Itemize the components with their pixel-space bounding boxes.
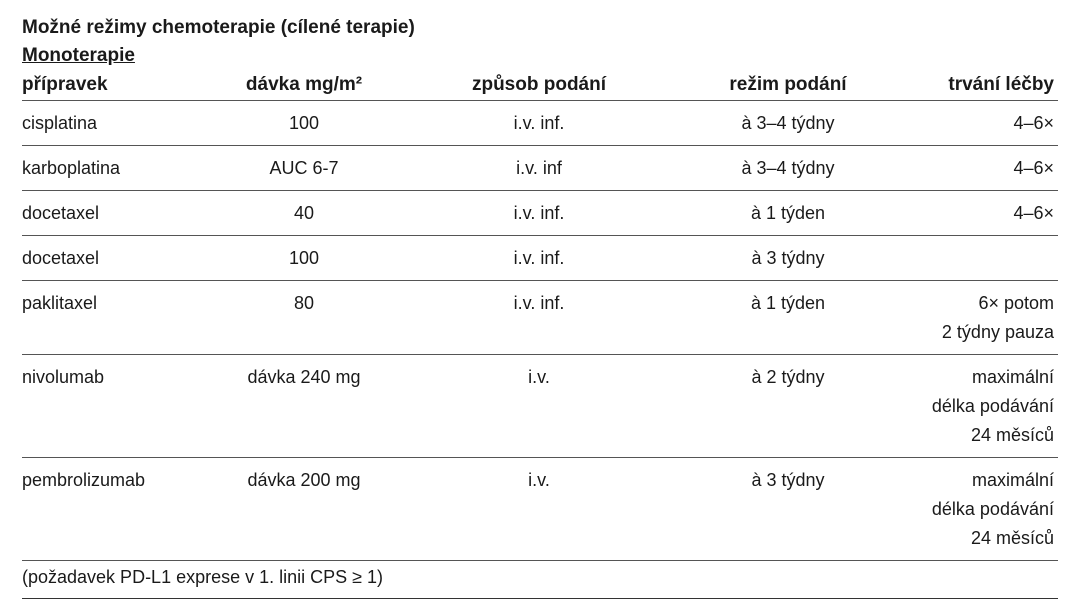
cell-dose: dávka 200 mg [198, 458, 410, 561]
duration-line: 24 měsíců [970, 425, 1054, 445]
duration-line: maximální [971, 367, 1054, 387]
header-drug: přípravek [22, 70, 198, 101]
duration-line: délka podávání [931, 499, 1054, 519]
duration-line: délka podávání [931, 396, 1054, 416]
section-subtitle: Monoterapie [22, 45, 135, 66]
cell-dose: 40 [198, 191, 410, 236]
cell-duration [908, 101, 1058, 146]
duration-line: maximální [971, 470, 1054, 490]
cell-drug: paklitaxel [22, 281, 198, 355]
duration-line: 2 týdny pauza [941, 322, 1054, 342]
cell-duration [908, 458, 1058, 561]
footnote-row [22, 561, 1058, 599]
cell-drug: cisplatina [22, 101, 198, 146]
cell-route: i.v. [410, 355, 668, 458]
table-row [22, 458, 1058, 561]
duration-line: 24 měsíců [970, 528, 1054, 548]
cell-dose: 100 [198, 236, 410, 281]
cell-dose: dávka 240 mg [198, 355, 410, 458]
cell-drug: pembrolizumab [22, 458, 198, 561]
header-schedule: režim podání [668, 70, 908, 101]
header-duration: trvání léčby [908, 70, 1058, 101]
cell-schedule: à 1 týden [668, 191, 908, 236]
table-row [22, 191, 1058, 236]
table-header-row [22, 70, 1058, 101]
cell-drug: karboplatina [22, 146, 198, 191]
footnote: (požadavek PD-L1 exprese v 1. linii CPS ≥ 1) [22, 561, 1058, 599]
cell-drug: docetaxel [22, 191, 198, 236]
cell-route: i.v. [410, 458, 668, 561]
document-title: Možné režimy chemoterapie (cílené terapie) [22, 17, 415, 38]
duration-line: 6× potom [978, 293, 1054, 313]
table-row [22, 236, 1058, 281]
header-route: způsob podání [410, 70, 668, 101]
table-row [22, 281, 1058, 355]
cell-schedule: à 2 týdny [668, 355, 908, 458]
cell-route: i.v. inf. [410, 281, 668, 355]
duration-line: 4–6× [1013, 113, 1054, 133]
cell-route: i.v. inf. [410, 101, 668, 146]
header-dose: dávka mg/m² [198, 70, 410, 101]
cell-duration [908, 191, 1058, 236]
cell-route: i.v. inf [410, 146, 668, 191]
table-row [22, 146, 1058, 191]
cell-duration [908, 355, 1058, 458]
cell-route: i.v. inf. [410, 191, 668, 236]
cell-duration [908, 146, 1058, 191]
cell-route: i.v. inf. [410, 236, 668, 281]
cell-schedule: à 3 týdny [668, 236, 908, 281]
cell-duration [908, 281, 1058, 355]
table-row [22, 355, 1058, 458]
document-page [22, 14, 1058, 599]
cell-dose: 80 [198, 281, 410, 355]
duration-line: 4–6× [1013, 158, 1054, 178]
cell-schedule: à 3–4 týdny [668, 101, 908, 146]
cell-drug: nivolumab [22, 355, 198, 458]
duration-line [908, 244, 1054, 273]
cell-schedule: à 3 týdny [668, 458, 908, 561]
cell-schedule: à 1 týden [668, 281, 908, 355]
regimen-table [22, 70, 1058, 599]
duration-line: 4–6× [1013, 203, 1054, 223]
cell-dose: AUC 6-7 [198, 146, 410, 191]
cell-drug: docetaxel [22, 236, 198, 281]
table-row [22, 101, 1058, 146]
cell-schedule: à 3–4 týdny [668, 146, 908, 191]
table-body [22, 101, 1058, 561]
cell-duration [908, 236, 1058, 281]
cell-dose: 100 [198, 101, 410, 146]
